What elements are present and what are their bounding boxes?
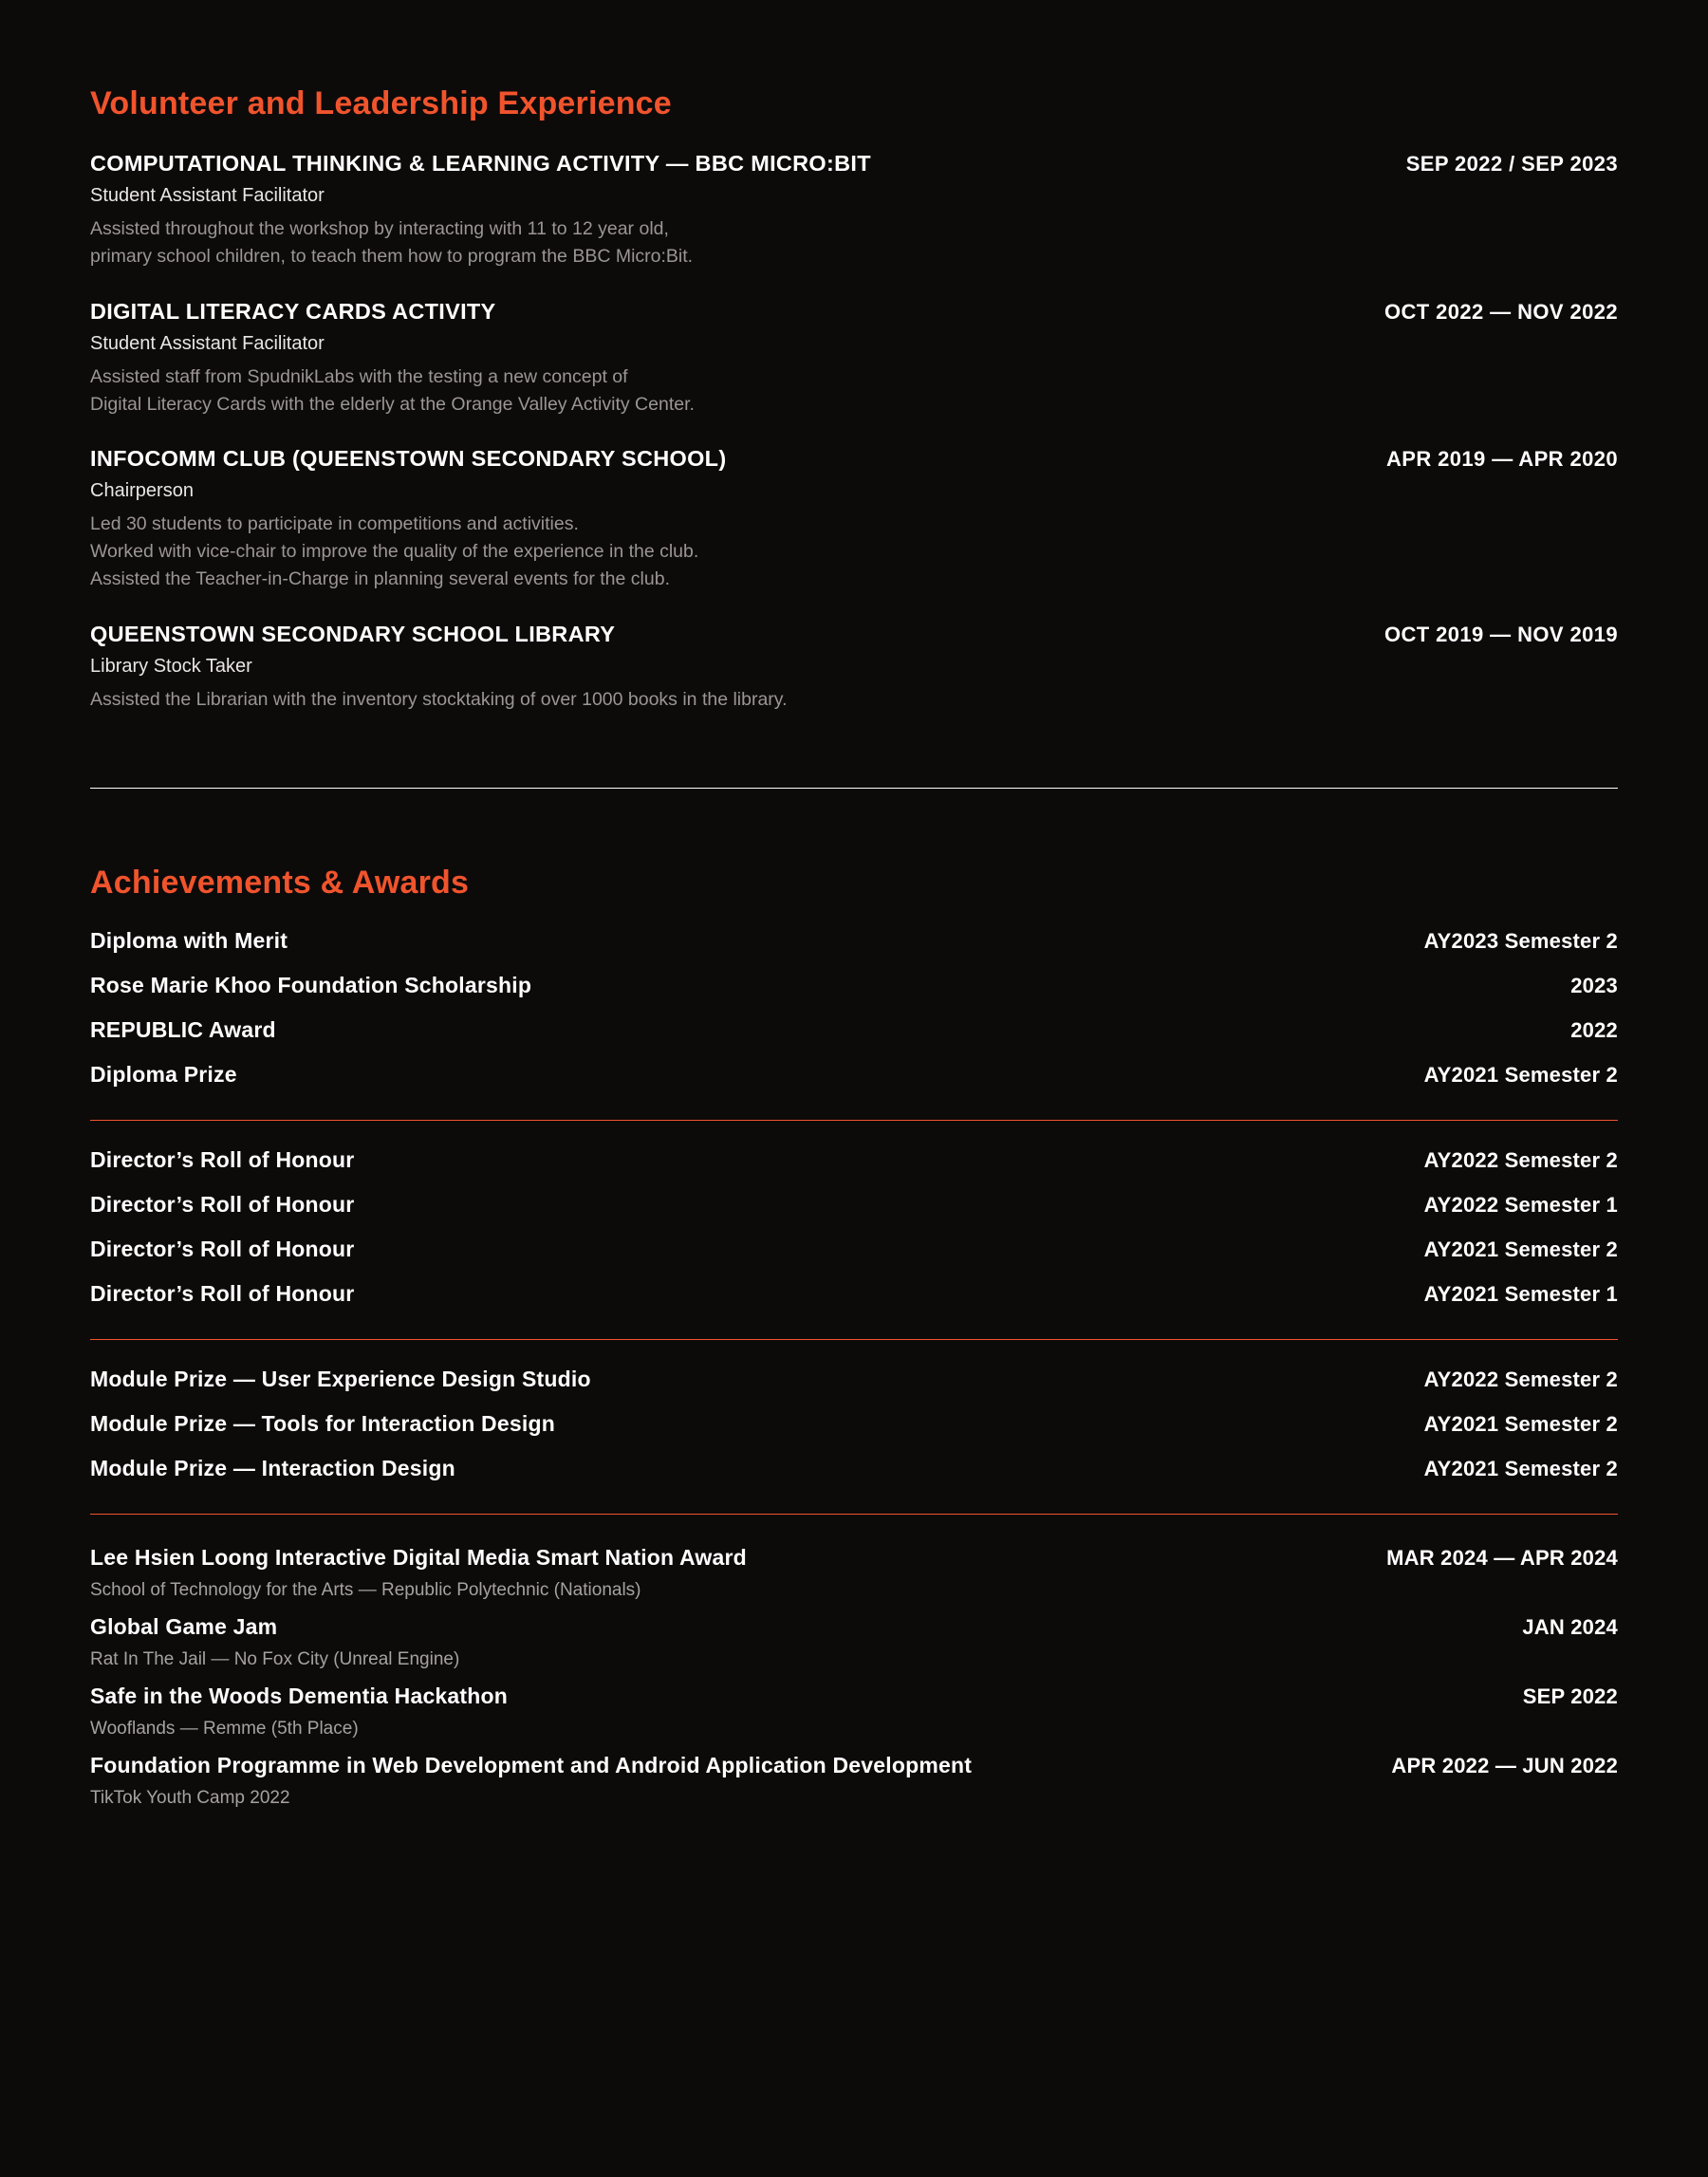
award-period: JAN 2024	[1522, 1614, 1618, 1639]
achievements-section-title: Achievements & Awards	[90, 864, 470, 901]
award-group-roll-of-honour	[90, 1138, 1618, 1316]
experience-description	[90, 686, 1618, 714]
award-row	[90, 1532, 1618, 1574]
experience-date: SEP 2022 / SEP 2023	[1405, 152, 1618, 176]
award-group-divider	[90, 1339, 1618, 1340]
award-row	[90, 1357, 1618, 1402]
spacer	[90, 1809, 1618, 1913]
experience-organization: QUEENSTOWN SECONDARY SCHOOL LIBRARY	[90, 622, 616, 647]
experience-organization: DIGITAL LITERACY CARDS ACTIVITY	[90, 298, 496, 324]
experience-date: OCT 2019 — NOV 2019	[1383, 623, 1618, 647]
award-name: Module Prize — User Experience Design Studio	[90, 1366, 591, 1391]
award-group-divider	[90, 1120, 1618, 1121]
award-subtitle: TikTok Youth Camp 2022	[90, 1787, 290, 1808]
experience-entry-header	[90, 299, 1618, 325]
award-period: 2022	[1570, 1017, 1618, 1042]
experience-description-line: Assisted the Teacher-in-Charge in planning several events for the club.	[90, 568, 670, 590]
award-name: Director’s Roll of Honour	[90, 1236, 355, 1261]
experience-entry	[90, 151, 1618, 270]
award-row	[90, 1446, 1618, 1491]
award-period: AY2022 Semester 2	[1423, 1367, 1618, 1391]
award-name: Safe in the Woods Dementia Hackathon	[90, 1683, 509, 1708]
award-period: SEP 2022	[1522, 1684, 1618, 1708]
award-name: Module Prize — Interaction Design	[90, 1455, 455, 1480]
award-subtitle: Rat In The Jail — No Fox City (Unreal Engine)	[90, 1648, 460, 1669]
experience-role: Library Stock Taker	[90, 656, 252, 678]
experience-date: APR 2019 — APR 2020	[1385, 447, 1618, 472]
award-name: REPUBLIC Award	[90, 1016, 276, 1042]
experience-description-line: Digital Literacy Cards with the elderly at the Orange Valley Activity Center.	[90, 393, 695, 415]
competition-entry	[90, 1532, 1618, 1601]
experience-description	[90, 511, 1618, 593]
experience-entry	[90, 299, 1618, 419]
award-name: Global Game Jam	[90, 1613, 278, 1639]
award-period: AY2021 Semester 2	[1423, 1456, 1618, 1480]
experience-organization: COMPUTATIONAL THINKING & LEARNING ACTIVITY — BBC MICRO:BIT	[90, 151, 871, 176]
award-row	[90, 1740, 1618, 1782]
award-period: MAR 2024 — APR 2024	[1386, 1545, 1618, 1570]
experience-role: Chairperson	[90, 480, 194, 502]
spacer	[90, 789, 1618, 865]
award-row	[90, 919, 1618, 963]
award-name: Director’s Roll of Honour	[90, 1146, 355, 1172]
experience-entry-header	[90, 446, 1618, 472]
volunteer-section	[90, 0, 1618, 714]
experience-entry	[90, 622, 1618, 714]
experience-entry-header	[90, 151, 1618, 177]
award-row	[90, 1182, 1618, 1227]
award-name: Diploma with Merit	[90, 927, 288, 953]
experience-description-line: Worked with vice-chair to improve the quality of the experience in the club.	[90, 541, 699, 563]
award-group-competitions	[90, 1532, 1618, 1809]
award-row	[90, 963, 1618, 1008]
award-name: Director’s Roll of Honour	[90, 1280, 355, 1306]
experience-description-line: Assisted throughout the workshop by interacting with 11 to 12 year old,	[90, 218, 669, 239]
experience-description-line: Led 30 students to participate in competitions and activities.	[90, 513, 579, 535]
award-row	[90, 1052, 1618, 1097]
award-name: Module Prize — Tools for Interaction Design	[90, 1410, 555, 1436]
award-name: Diploma Prize	[90, 1061, 237, 1087]
award-name: Foundation Programme in Web Development and Android Application Development	[90, 1752, 973, 1777]
award-group-module-prizes	[90, 1357, 1618, 1491]
experience-description	[90, 215, 1618, 270]
volunteer-section-title: Volunteer and Leadership Experience	[90, 85, 672, 121]
award-period: 2023	[1570, 973, 1618, 997]
experience-role: Student Assistant Facilitator	[90, 185, 325, 206]
award-row	[90, 1008, 1618, 1052]
experience-description	[90, 363, 1618, 419]
competition-entry	[90, 1740, 1618, 1809]
award-period: AY2022 Semester 1	[1423, 1192, 1618, 1217]
award-name: Lee Hsien Loong Interactive Digital Media Smart Nation Award	[90, 1544, 747, 1570]
experience-date: OCT 2022 — NOV 2022	[1383, 299, 1618, 324]
experience-description-line: primary school children, to teach them how to program the BBC Micro:Bit.	[90, 245, 694, 267]
experience-description-line: Assisted staff from SpudnikLabs with the testing a new concept of	[90, 365, 628, 387]
award-period: AY2022 Semester 2	[1423, 1147, 1618, 1172]
award-row	[90, 1601, 1618, 1644]
award-row	[90, 1402, 1618, 1446]
award-period: AY2021 Semester 2	[1423, 1237, 1618, 1261]
award-period: AY2021 Semester 2	[1423, 1062, 1618, 1087]
award-name: Rose Marie Khoo Foundation Scholarship	[90, 972, 532, 997]
award-period: APR 2022 — JUN 2022	[1391, 1753, 1618, 1777]
experience-entry-header	[90, 622, 1618, 647]
experience-organization: INFOCOMM CLUB (QUEENSTOWN SECONDARY SCHOOL)	[90, 446, 727, 472]
competition-entry	[90, 1670, 1618, 1740]
award-period: AY2021 Semester 1	[1423, 1281, 1618, 1306]
award-period: AY2021 Semester 2	[1423, 1411, 1618, 1436]
experience-entry	[90, 446, 1618, 593]
award-group-diplomas	[90, 919, 1618, 1097]
award-subtitle: School of Technology for the Arts — Republic Polytechnic (Nationals)	[90, 1579, 641, 1600]
award-row	[90, 1138, 1618, 1182]
experience-role: Student Assistant Facilitator	[90, 332, 325, 354]
award-group-divider	[90, 1514, 1618, 1515]
achievements-section	[90, 865, 1618, 1809]
experience-description-line: Assisted the Librarian with the inventory stocktaking of over 1000 books in the library.	[90, 689, 788, 711]
award-row	[90, 1272, 1618, 1316]
award-period: AY2023 Semester 2	[1423, 928, 1618, 953]
competition-entry	[90, 1601, 1618, 1670]
award-row	[90, 1670, 1618, 1713]
award-subtitle: Wooflands — Remme (5th Place)	[90, 1718, 359, 1739]
award-name: Director’s Roll of Honour	[90, 1191, 355, 1217]
award-row	[90, 1227, 1618, 1272]
